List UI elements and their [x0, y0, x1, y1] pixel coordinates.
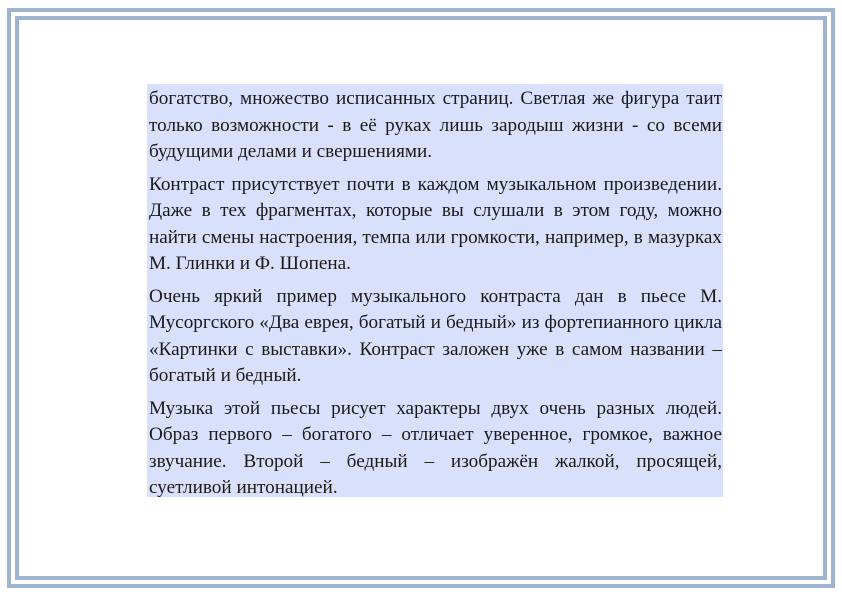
text-box	[147, 84, 723, 497]
paragraph-3: Очень яркий пример музыкального контраста дан в пьесе М. Мусоргского «Два еврея, богатый и бедный» из фортепианного цикла «Картинки с выставки». Контраст заложен уже в самом названии – богатый и бедный.	[149, 285, 722, 386]
paragraph-2: Контраст присутствует почти в каждом музыкальном произведении. Даже в тех фрагментах, которые вы слушали в этом году, можно найти смены настроения, темпа или громкости, например, в мазурках М. Глинки и Ф. Шопена.	[149, 173, 722, 274]
paragraph-4: Музыка этой пьесы рисует характеры двух очень разных людей. Образ первого – богатого – отличает уверенное, громкое, важное звучание. Второй – бедный – изображён жалкой, просящей, суетливой интонацией.	[149, 397, 722, 498]
paragraph-1: богатство, множество исписанных страниц. Светлая же фигура таит только возможности - в её руках лишь зародыш жизни - со всеми будущими делами и свершениями.	[149, 88, 722, 162]
